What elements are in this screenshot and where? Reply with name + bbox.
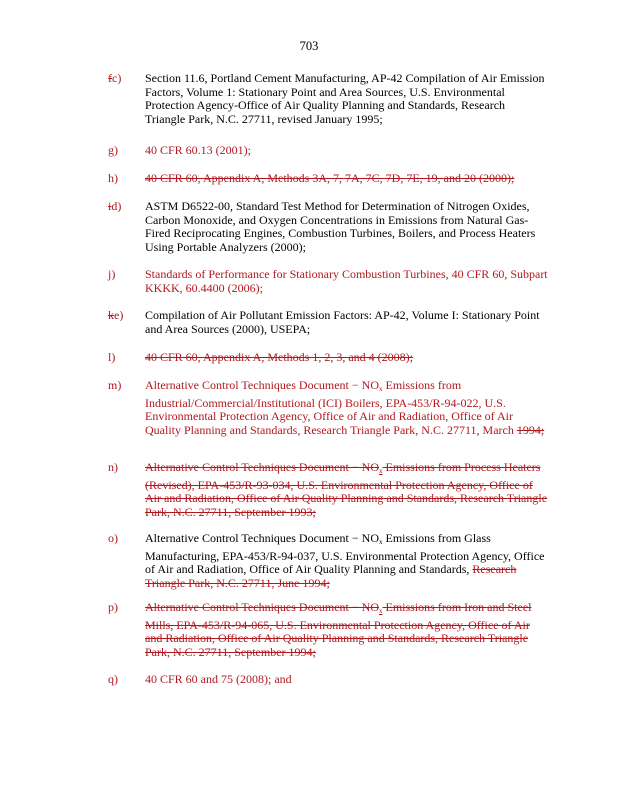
entry-label: g)	[108, 143, 118, 157]
entry-text: Alternative Control Techniques Document − $NO_x$ Emissions from Process Heaters (Revised), EPA-453/R-93-034, U.S. Environmental Protection Agency, Office of Air and Radiation, Office of Air Quality Planning and Standards, Research Triangle Park, N.C. 27711, September 1993;	[145, 460, 548, 519]
entry-label: id)	[108, 199, 122, 213]
entry-l	[108, 351, 548, 365]
entry-label: m)	[108, 378, 122, 392]
entry-f	[108, 72, 548, 126]
entry-text: 40 CFR 60, Appendix A, Methods 1, 2, 3, and 4 (2008);	[145, 350, 414, 364]
entry-o	[108, 532, 548, 590]
entry-k	[108, 309, 548, 336]
entry-text: Standards of Performance for Stationary Combustion Turbines, 40 CFR 60, Subpart KKKK, 60.4400 (2006);	[145, 267, 548, 295]
entry-text: ASTM D6522-00, Standard Test Method for Determination of Nitrogen Oxides, Carbon Monoxide, and Oxygen Concentrations in Emissions from Natural Gas-Fired Reciprocating Engines, Combustion Turbines, Boilers, and Process Heaters Using Portable Analyzers (2000);	[145, 199, 536, 254]
entry-label: fc)	[108, 71, 122, 85]
entry-text: Alternative Control Techniques Document − $NO_x$ Emissions from Glass Manufacturing, EPA-453/R-94-037, U.S. Environmental Protection Agency, Office of Air and Radiation, Office of Air Quality Planning and Standards, Research Triangle Park, N.C. 27711, June 1994;	[145, 531, 545, 590]
entry-text: Section 11.6, Portland Cement Manufacturing, AP-42 Compilation of Air Emission Factors, Volume 1: Stationary Point and Area Sources, U.S. Environmental Protection Agency-Office of Air Quality Planning and Standards, Research Triangle Park, N.C. 27711, revised January 1995;	[145, 71, 545, 126]
entry-text: 40 CFR 60 and 75 (2008); and	[145, 672, 292, 686]
entry-g	[108, 144, 548, 158]
entry-label: o)	[108, 531, 118, 545]
entry-text: Alternative Control Techniques Document − $NO_x$ Emissions from Iron and Steel Mills, EPA-453/R-94-065, U.S. Environmental Protection Agency, Office of Air and Radiation, Office of Air Quality Planning and Standards, Research Triangle Park, N.C. 27711, September 1994;	[145, 600, 532, 659]
entry-label: q)	[108, 672, 118, 686]
entry-label: ke)	[108, 308, 124, 322]
entry-q	[108, 673, 548, 687]
entry-j	[108, 268, 548, 295]
entry-p	[108, 601, 548, 659]
entry-label: j)	[108, 267, 116, 281]
entry-label: p)	[108, 600, 118, 614]
entry-text: Alternative Control Techniques Document − $NO_x$ Emissions from Industrial/Commercial/Institutional (ICI) Boilers, EPA-453/R-94-022, U.S. Environmental Protection Agency, Office of Air and Radiation, Office of Air Quality Planning and Standards, Research Triangle Park, N.C. 27711, March 1994;	[145, 378, 545, 437]
entry-label: n)	[108, 460, 118, 474]
entry-text: 40 CFR 60.13 (2001);	[145, 143, 252, 157]
entry-text: 40 CFR 60, Appendix A, Methods 3A, 7, 7A, 7C, 7D, 7E, 19, and 20 (2000);	[145, 171, 515, 185]
entry-label: l)	[108, 350, 116, 364]
entry-i	[108, 200, 548, 254]
entry-text: Compilation of Air Pollutant Emission Factors: AP-42, Volume I: Stationary Point and Area Sources (2000), USEPA;	[145, 308, 540, 336]
entry-n	[108, 461, 548, 519]
entry-h	[108, 172, 548, 186]
entry-label: h)	[108, 171, 118, 185]
page-number: 703	[299, 39, 319, 53]
entry-m	[108, 379, 548, 437]
